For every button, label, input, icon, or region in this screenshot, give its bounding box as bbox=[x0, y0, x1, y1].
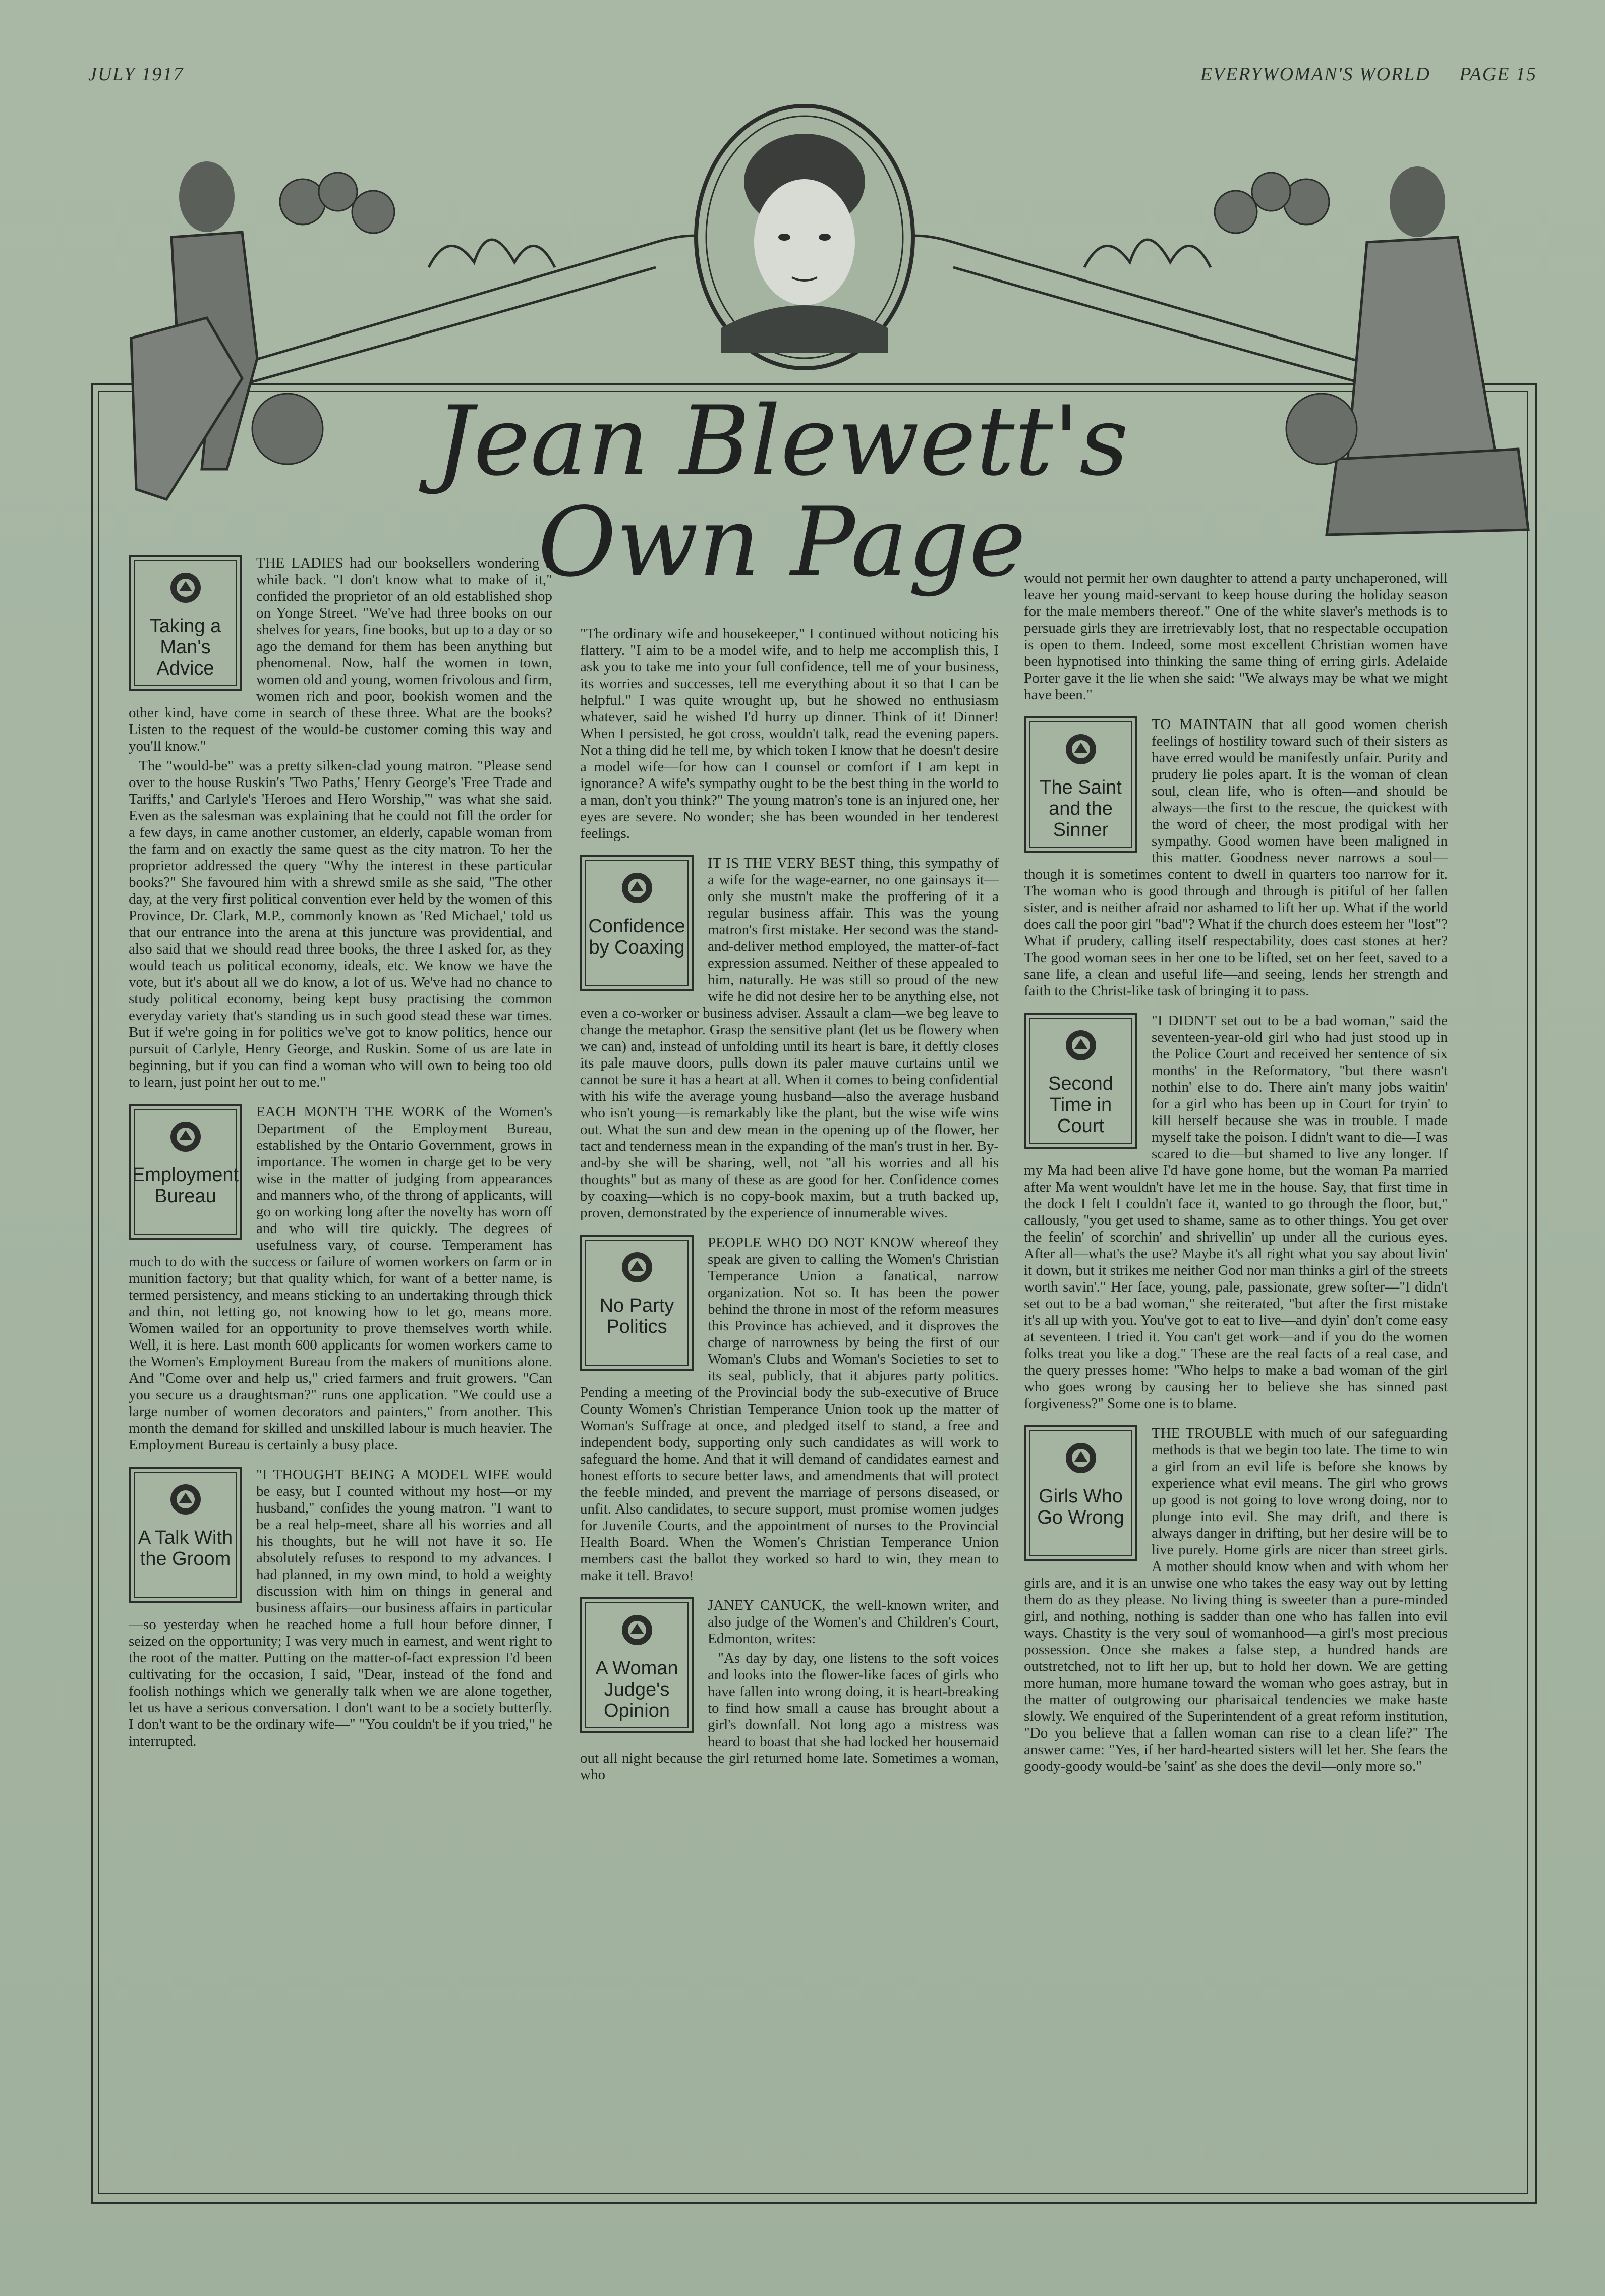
emblem-icon bbox=[1063, 1440, 1099, 1476]
section-heading-box bbox=[1024, 1425, 1137, 1561]
issue-date: JULY 1917 bbox=[88, 64, 184, 85]
emblem-icon bbox=[1063, 732, 1099, 767]
magazine-name: EVERYWOMAN'S WORLD bbox=[1200, 64, 1430, 85]
paragraph: "I THOUGHT BEING A MODEL WIFE would be easy, but I counted without my host—or my husband," confides the young matron. "I want to be a real help-meet, share all his worries and all his thoughts, but he will not have it so. He absolutely refuses to respond to my advances. I had planned, in my own mind, to hold a weighty discussion with him on things in general and business affairs—our business affairs in particular—so yesterday when he reached home a full hour before dinner, I seized on the opportunity; I was very much in earnest, and went right to the root of the matter. Putting on the matter-of-fact expression I'd been cultivating for the occasion, I said, "Dear, instead of the fond and foolish nothings which we generally talk when we are alone together, let us have a serious conversation. I don't want to be a society butterfly. I don't want to be the ordinary wife—" "You couldn't be if you tried," he interrupted. bbox=[129, 1467, 552, 1749]
title-line-2: Own Page bbox=[538, 486, 1026, 598]
paragraph: TO MAINTAIN that all good women cherish feelings of hostility toward such of their sisters as have erred would be manifestly unfair. Purity and prudery lie poles apart. It is the woman of clean soul, clean life, who is often—and should be always—the first to the rescue, the quickest with the word of cheer, the most prodigal with her sympathy. Good women have been maligned in this matter. Goodness never narrows a soul—though it is sometimes content to dwell in quarters too narrow for it. The woman who is good through and through is pitiful of her fallen sister, and is neither afraid nor ashamed to lift her up. What if the world does call the poor girl "bad"? What if the church does esteem her "lost"? What if prudery, calling itself respectability, does cast stones at her? The good woman sees in her one to be lifted, set on her feet, saved to a sane life, a clean and useful life—and seeing, lends her strength and faith to the Christ-like task of bringing it to pass. bbox=[1024, 716, 1448, 999]
section-heading-box bbox=[580, 855, 694, 991]
column-left bbox=[129, 555, 552, 1763]
paragraph: "As day by day, one listens to the soft voices and looks into the flower-like faces of girls who have fallen into wrong doing, it is heart-breaking to find how small a cause has brought about a girl's downfall. Not long ago a mistress was heard to boast that she had locked her housemaid out all night because the girl returned home late. Sometimes a woman, who bbox=[580, 1650, 999, 1783]
section-heading-box bbox=[129, 1467, 242, 1603]
section-heading: No Party Politics bbox=[599, 1295, 674, 1337]
paragraph: PEOPLE WHO DO NOT KNOW whereof they speak are given to calling the Women's Christian Temperance Union a fanatical, narrow organization. Not so. It has been the power behind the throne in most of the reform measures this Province has achieved, and it disproves the charge of narrowness by being the first of our Woman's Clubs and Woman's Societies to set to its seal, publicly, that it abjures party politics. Pending a meeting of the Provincial body the sub-executive of Bruce County Women's Christian Temperance Union took up the matter of Woman's Suffrage at once, and pledged itself to stand, a free and independent body, supporting only such candidates as will work to safeguard the home. And that it will demand of candidates earnest and honest efforts to secure better laws, and amendments that will protect the feeble minded, and prevent the marriage of persons diseased, or unfit. Also candidates, to secure support, must promise women judges for Juvenile Courts, and the appointment of nurses to the Provincial Health Board. When the Women's Christian Temperance Union members cast the ballot they worked so hard to win, they mean to make it tell. Bravo! bbox=[580, 1235, 999, 1584]
page-title bbox=[435, 373, 1129, 636]
section-heading-box bbox=[1024, 716, 1137, 853]
paragraph: IT IS THE VERY BEST thing, this sympathy of a wife for the wage-earner, no one gainsays it—only she mustn't make the proffering of it a regular business affair. This was the young matron's first mistake. Her second was the stand-and-deliver method employed, the matter-of-fact expression assumed. Neither of these appealed to him, naturally. He was still so proud of the new wife he did not desire her to be anything else, not even a co-worker or business adviser. Assault a clam—we beg leave to change the metaphor. Grasp the sensitive plant (let us be flowery when we can) and, instead of unfolding until its heart is bare, it deftly closes its pale mauve doors, pulls down its paler mauve curtains until we cannot be sure it has a heart at all. When it comes to being confidential with his wife the average young husband—also the average husband who isn't young—is remarkably like the plant, but the wise wife wins out. What the sun and dew mean in the opening up of the flower, her tact and tenderness mean in the expanding of the man's trust in her. By-and-by she will be sharing, well, not "all his worries and all his thoughts" but as many of these as are good for her. Confidence comes by coaxing—which is no copy-book maxim, but a truth backed up, proven, demonstrated by the experience of innumerable wives. bbox=[580, 855, 999, 1221]
paragraph: would not permit her own daughter to attend a party unchaperoned, will leave her young maid-servant to keep house during the holiday season for the male members thereof." One of the white slaver's methods is to persuade girls they are irretrievably lost, that no respectable occupation is open to them. Indeed, some most excellent Christian women have been hypnotised into thinking the same thing of erring girls. Adelaide Porter gave it the lie when she said: "We always may be what we might have been." bbox=[1024, 570, 1448, 703]
section-second-time-in-court bbox=[1024, 1013, 1448, 1412]
section-employment-bureau bbox=[129, 1104, 552, 1453]
section-no-party-politics bbox=[580, 1235, 999, 1584]
paragraph: The "would-be" was a pretty silken-clad young matron. "Please send over to the house Ruskin's 'Two Paths,' Henry George's 'Free Trade and Tariffs,' and Carlyle's 'Heroes and Hero Worship,'" was what she said. Even as the salesman was explaining that he could not fill the order for a few days, in came another customer, an elderly, capable woman from the farm and on exactly the same quest as the city matron. To her the proprietor addressed the query "Why the interest in these particular books?" She favoured him with a shrewd smile as she said, "The other day, at the very first political convention ever held by the women of this Province, Dr. Clark, M.P., commonly known as 'Red Michael,' told us that our entrance into the arena at this juncture was providential, and also said that we should read three books, the three I asked for, as they would teach us political economy, ideals, etc. We know we have the vote, but it's about all we do know, a lot of us. We've had no chance to study political economy, being kept busy practising the common everyday variety that's standing us in such good stead these war times. But if we're going in for politics we've got to know politics, hence our pursuit of Carlyle, Henry George, and Ruskin. Some of us are late in beginning, but if you can find a woman who will own to being too old to learn, just point her out to me." bbox=[129, 758, 552, 1090]
paragraph: "The ordinary wife and housekeeper," I continued without noticing his flattery. "I aim to be a model wife, and to help me accomplish this, I ask you to take me into your full confidence, tell me of your business, its worries and successes, tell me everything about it so that I can be helpful." I was quite wrought up, but he showed no enthusiasm whatever, said he wished I'd hurry up dinner. Think of it! Dinner! When I persisted, he got cross, wouldn't talk, read the evening papers. Not a thing did he tell me, by which token I know that he doesn't desire a model wife—for how can I counsel or comfort if I am kept in ignorance? A wife's sympathy ought to be the best thing in the world to a man, don't you think?" The young matron's tone is an injured one, her eyes are severe. No wonder; she has been wounded in her tenderest feelings. bbox=[580, 626, 999, 842]
section-confidence-by-coaxing bbox=[580, 855, 999, 1221]
emblem-icon bbox=[1063, 1028, 1099, 1063]
section-heading-box bbox=[129, 1104, 242, 1240]
section-heading-box bbox=[1024, 1013, 1137, 1149]
section-heading: A Woman Judge's Opinion bbox=[595, 1658, 678, 1721]
paragraph: THE TROUBLE with much of our safeguarding methods is that we begin too late. The time to win a girl from an evil life is before she knows by experience what evil means. The girl who grows up good is not going to love wrong doing, nor to plunge into evil. She may drift, and there is always danger in drifting, but her desire will be to live purely. Home girls are nicer than street girls. A mother should know when and with whom her girls are, and it is an unwise one who takes the easy way out by letting them do as they please. No living thing is sweeter than a pure-minded girl, and nothing, nothing is sadder than one who has fallen into evil ways. Chastity is the very soul of womanhood—a girl's most precious possession. Once she makes a false step, a hundred hands are outstretched, not to lift her up, but to hold her down. We are getting more human, more humane toward the woman who goes astray, but in the matter of outgrowing our pharisaical tendencies we make haste slowly. We enquired of the Superintendent of a great reform institution, "Do you believe that a fallen woman can rise to a clean life?" The answer came: "Yes, if her hard-hearted sisters will let her. She fears the goody-goody would-be 'saint' as she does the devil—only more so." bbox=[1024, 1425, 1448, 1774]
section-judges-opinion-continued bbox=[1024, 570, 1448, 703]
author-portrait bbox=[696, 106, 913, 368]
emblem-icon bbox=[168, 1482, 203, 1517]
emblem-icon bbox=[619, 1250, 655, 1285]
section-heading: Taking a Man's Advice bbox=[149, 615, 221, 679]
section-heading-box bbox=[580, 1597, 694, 1733]
section-heading: Confidence by Coaxing bbox=[588, 916, 685, 958]
seated-man-illustration bbox=[131, 161, 257, 499]
title-line-1: Jean Blewett's bbox=[435, 385, 1129, 497]
column-right bbox=[1024, 570, 1448, 1788]
section-heading: A Talk With the Groom bbox=[138, 1527, 233, 1570]
emblem-icon bbox=[619, 1612, 655, 1648]
section-heading: The Saint and the Sinner bbox=[1040, 777, 1122, 841]
section-woman-judges-opinion bbox=[580, 1597, 999, 1783]
section-girls-who-go-wrong bbox=[1024, 1425, 1448, 1775]
paragraph: JANEY CANUCK, the well-known writer, and also judge of the Women's and Children's Court, Edmonton, writes: bbox=[708, 1597, 999, 1647]
section-talk-with-groom bbox=[129, 1467, 552, 1750]
section-heading: Second Time in Court bbox=[1048, 1073, 1113, 1137]
section-mans-advice bbox=[129, 555, 552, 1091]
paragraph: EACH MONTH THE WORK of the Women's Department of the Employment Bureau, established by the Ontario Government, grows in importance. The women in charge get to be very wise in the matter of judging from appearances and manners who, of the throng of applicants, will go on working long after the novelty has worn off and who will tire quickly. The degrees of usefulness vary, of course. Temperament has much to do with the success or failure of women workers on farm or in munition factory; but that quality which, for want of a better name, is termed persistency, and means sticking to an undertaking through thick and thin, not letting go, not knowing how to let go, means more. Women wailed for an opportunity to prove themselves worth while. Well, it is here. Last month 600 applicants for women workers came to the Women's Employment Bureau from the makers of munitions alone. And "Come over and help us," cried farmers and fruit growers. "Can you secure us a draughtsman?" runs one application. "We could use a large number of women decorators and painters," from another. This month the demand for skilled and unskilled labour is much heavier. The Employment Bureau is certainly a busy place. bbox=[129, 1104, 552, 1453]
magazine-page-info bbox=[1200, 63, 1537, 85]
section-saint-and-sinner bbox=[1024, 716, 1448, 999]
emblem-icon bbox=[168, 1119, 203, 1154]
paragraph: "I DIDN'T set out to be a bad woman," said the seventeen-year-old girl who had just stood up in the Police Court and received her sentence of six months' in the Reformatory, "but there wasn't nothin' else to do. There ain't many jobs waitin' for a girl who has been up in Court for tryin' to kill herself because she was in trouble. I made myself take the poison. I didn't want to die—I was scared to die—but shamed to live any longer. If my Ma had been alive I'd have gone home, but the woman Pa married after Ma went wouldn't have let me in the house. Say, that first time in the dock I felt I couldn't face it, wanted to go through the floor, but," callously, "you get used to shame, same as to other things. You get over the feelin' of scorchin' and shrivellin' up under all the curious eyes. After all—what's the use? Maybe it's all right what you say about livin' it down, but it strikes me neither God nor man thinks a girl of the streets worth savin'." Her face, young, pale, passionate, grew softer—"I didn't set out to be a bad woman," she reiterated, "but after the first mistake it's all up with you. You've got to eat to live—and dyin' don't come easy at seventeen. I tried it. You can't get work—and if you do the women folks treat you like a dog." These are the real facts of a real case, and the query presses home: "Who helps to make a bad woman of the girl who goes wrong by causing her to believe she has sinned past forgiveness?" Some one is to blame. bbox=[1024, 1013, 1448, 1412]
page-number: PAGE 15 bbox=[1459, 64, 1537, 85]
emblem-icon bbox=[619, 870, 655, 906]
section-heading-box bbox=[580, 1235, 694, 1371]
section-model-wife-continued bbox=[580, 626, 999, 842]
section-heading: Employment Bureau bbox=[132, 1164, 239, 1207]
section-heading: Girls Who Go Wrong bbox=[1037, 1486, 1124, 1528]
emblem-icon bbox=[168, 570, 203, 605]
paragraph: THE LADIES had our booksellers wondering a while back. "I don't know what to make of it," confided the proprietor of an old established shop on Yonge Street. "We've had three books on our shelves for years, fine books, but up to a day or so ago the demand for them has been anything but phenomenal. Now, half the women in town, women old and young, women frivolous and firm, women rich and poor, bookish women and the other kind, have come in search of these three. What are the books? Listen to the request of the would-be customer coming this way and you'll know." bbox=[129, 555, 552, 754]
column-middle bbox=[580, 626, 999, 1797]
seated-woman-illustration bbox=[1327, 166, 1528, 535]
section-heading-box bbox=[129, 555, 242, 691]
